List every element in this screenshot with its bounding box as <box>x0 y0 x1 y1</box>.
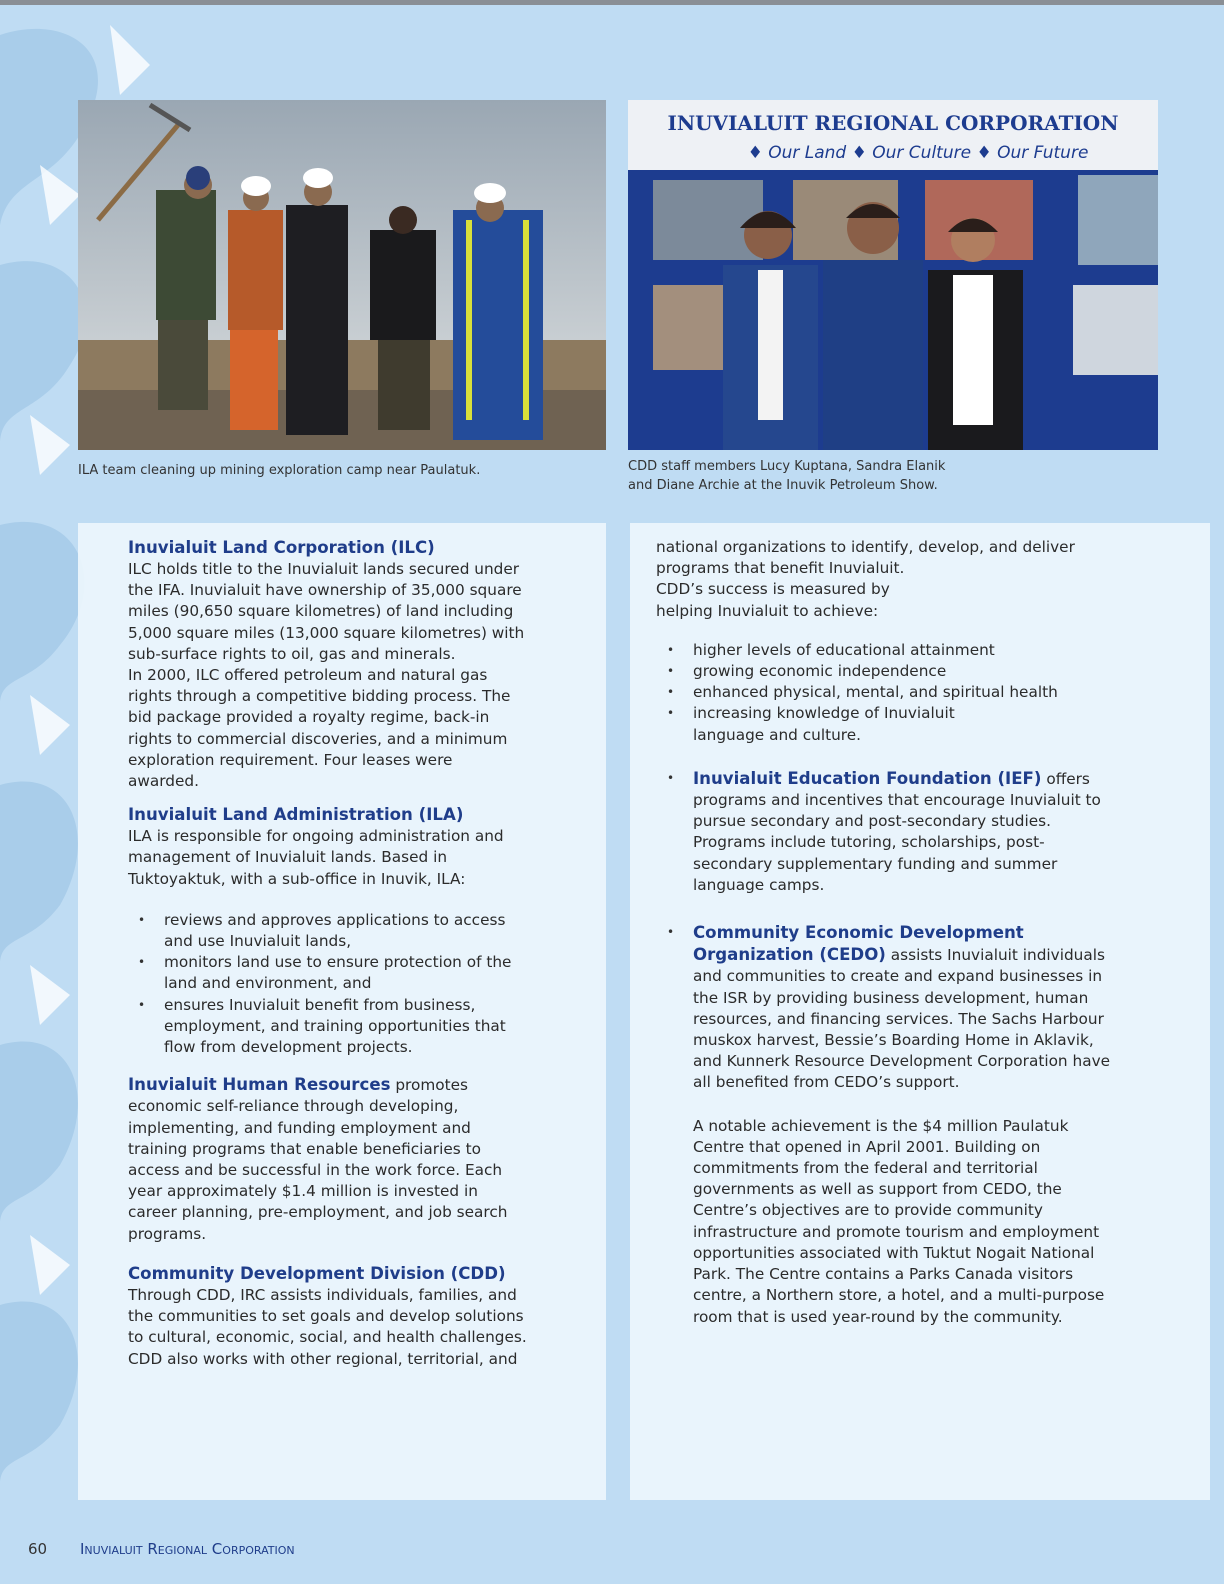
ief-item: • Inuvialuit Education Foundation (IEF) offers programs and incentives that encourage Inuvialuit to pursue secondary and post-secondary studies. Programs include tutoring, scholarships, post-secondary supplementary funding and summer language camps. <box>667 768 1101 894</box>
cedo-item: • Community Economic Development Organization (CEDO) assists Inuvialuit individuals and communities to create and expand businesses in the ISR by providing business development, human resources, and financing services. The Sachs Harbour muskox harvest, Bessie’s Boarding Home in Aklavik, and Kunnerk Resource Development Corporation have all benefited from CEDO’s support. <box>667 923 1111 1092</box>
ilc-paragraph-1: ILC holds title to the Inuvialuit lands secured under the IFA. Inuvialuit have ownership of 35,000 square miles (90,650 square kilometres) of land including 5,000 square miles (13,000 square kilometres) with sub-surface rights to oil, gas and minerals. <box>128 560 525 663</box>
page-number: 60 <box>28 1540 48 1558</box>
ila-paragraph: ILA is responsible for ongoing administration and management of Inuvialuit lands. Based in Tuktoyaktuk, with a sub-office in Inuvik, ILA: <box>128 827 504 888</box>
cdd-goal-item: • growing economic independence <box>667 662 947 681</box>
photo-ila-team <box>78 100 606 450</box>
cdd-heading: Community Development Division (CDD) <box>128 1263 506 1283</box>
footer-org-name: Inuvialuit Regional Corporation <box>80 1540 295 1558</box>
photo-caption-left: ILA team cleaning up mining exploration camp near Paulatuk. <box>78 463 481 478</box>
ila-heading: Inuvialuit Land Administration (ILA) <box>128 805 464 825</box>
ila-list-item: • reviews and approves applications to access and use Inuvialuit lands, <box>138 910 506 951</box>
ilc-heading: Inuvialuit Land Corporation (ILC) <box>128 538 435 557</box>
ihr-text: promotes economic self-reliance through developing, implementing, and funding employment and training programs that enable beneficiaries to access and be successful in the work force. Each year approximately $1.4 million is invested in career planning, pre-employment, and job search programs. <box>128 1076 508 1243</box>
paulatuk-centre-paragraph: A notable achievement is the $4 million Paulatuk Centre that opened in April 2001. Building on commitments from the federal and territorial governments as well as support from CEDO, the Centre’s objectives are to provide community infrastructure and promote tourism and employment opportunities associated with Tuktut Nogait National Park. The Centre contains a Parks Canada visitors centre, a Northern store, a hotel, and a multi-purpose room that is used year-round by the community. <box>693 1116 1105 1326</box>
cdd-goal-item: • enhanced physical, mental, and spiritual health <box>667 683 1058 702</box>
right-column <box>656 537 1126 1328</box>
cdd-continued-paragraph: national organizations to identify, develop, and deliver programs that benefit Inuvialuit. <box>656 538 1075 578</box>
ila-list-item: • monitors land use to ensure protection of the land and environment, and <box>138 953 512 993</box>
ila-list <box>138 910 528 1058</box>
cdd-goals-list <box>667 640 1126 746</box>
left-column <box>128 537 528 1370</box>
cdd-goal-item: • increasing knowledge of Inuvialuit language and culture. <box>667 704 955 744</box>
cdd-paragraph: Through CDD, IRC assists individuals, families, and the communities to set goals and develop solutions to cultural, economic, social, and health challenges. CDD also works with other regional, territorial, and <box>128 1285 527 1368</box>
cedo-heading: Community Economic Development Organization (CEDO) <box>693 923 1024 965</box>
ilc-paragraph-2: In 2000, ILC offered petroleum and natural gas rights through a competitive bidding process. The bid package provided a royalty regime, back-in rights to commercial discoveries, and a minimum exploration requirement. Four leases were awarded. <box>128 666 511 791</box>
ihr-paragraph <box>128 1074 528 1245</box>
ihr-heading: Inuvialuit Human Resources <box>128 1075 391 1095</box>
photo-cdd-staff <box>628 100 1158 450</box>
photo-caption-right <box>628 457 945 495</box>
cdd-goal-item: • higher levels of educational attainment <box>667 640 995 659</box>
ila-list-item: • ensures Inuvialuit benefit from business, employment, and training opportunities that flow from development projects. <box>138 995 506 1057</box>
programs-list <box>667 768 1113 1094</box>
ief-heading: Inuvialuit Education Foundation (IEF) <box>693 768 1042 788</box>
cedo-text: assists Inuvialuit individuals and communities to create and expand businesses in the ISR by providing business development, human resources, and financing services. The Sachs Harbour muskox harvest, Bessie’s Boarding Home in Aklavik, and Kunnerk Resource Development Corporation have all benefited from CEDO’s support. <box>693 946 1111 1092</box>
cdd-success-paragraph: CDD’s success is measured by helping Inuvialuit to achieve: <box>656 580 890 620</box>
photo-caption-right-line1: CDD staff members Lucy Kuptana, Sandra Elanik <box>628 459 946 474</box>
ief-text: offers programs and incentives that encourage Inuvialuit to pursue secondary and post-secondary studies. Programs include tutoring, scholarships, post-secondary supplementary funding and summer language camps. <box>693 769 1101 894</box>
page-footer <box>28 1540 295 1558</box>
banner-tagline: ♦ Our Land ♦ Our Culture ♦ Our Future <box>747 143 1089 163</box>
photo-caption-right-line2: and Diane Archie at the Inuvik Petroleum Show. <box>628 478 938 493</box>
banner-title: INUVIALUIT REGIONAL CORPORATION <box>667 111 1119 135</box>
